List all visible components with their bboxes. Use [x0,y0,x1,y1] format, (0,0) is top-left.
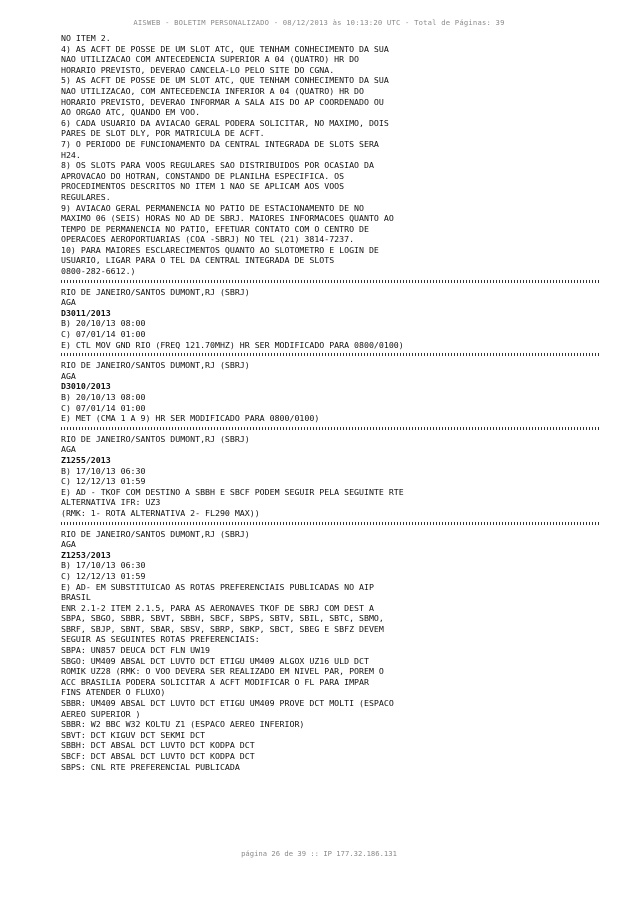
notam-id: Z1253/2013 [61,549,111,560]
notam-line: SEGUIR AS SEGUINTES ROTAS PREFERENCIAIS: [61,634,260,645]
text-line: 7) O PERIODO DE FUNCIONAMENTO DA CENTRAL INTEGRADA DE SLOTS SERA [61,138,379,149]
notam-line: SBPS: CNL RTE PREFERENCIAL PUBLICADA [61,761,240,772]
notam-line: B) 20/10/13 08:00 [61,318,146,329]
text-line: 0800-282-6612.) [61,266,136,277]
notam-entry [61,287,601,351]
notam-line: SBPA, SBGO, SBBR, SBVT, SBBH, SBCF, SBPS, SBTV, SBIL, SBTC, SBMO, [61,613,384,624]
page-header: AISWEB - BOLETIM PERSONALIZADO - 08/12/2013 às 10:13:20 UTC - Total de Páginas: 39 [133,18,505,27]
separator-line [61,425,601,432]
notam-line: BRASIL [61,592,91,603]
notam-entry [61,360,601,424]
notam-line: C) 12/12/13 01:59 [61,476,146,487]
text-line: 6) CADA USUARIO DA AVIACAO GERAL PODERA SOLICITAR, NO MAXIMO, DOIS [61,117,389,128]
notam-id: Z1255/2013 [61,454,111,465]
notam-line: SBBR: UM409 ABSAL DCT LUVTO DCT ETIGU UM409 PROVE DCT MOLTI (ESPACO [61,698,394,709]
text-line: OPERACOES AEROPORTUARIAS (COA -SBRJ) NO TEL (21) 3814-7237. [61,234,355,245]
text-line: 5) AS ACFT DE POSSE DE UM SLOT ATC, QUE TENHAM CONHECIMENTO DA SUA [61,75,389,86]
notam-line: SBVT: DCT KIGUV DCT SEKMI DCT [61,729,206,740]
notam-line: B) 17/10/13 06:30 [61,560,146,571]
notam-line: B) 20/10/13 08:00 [61,392,146,402]
notam-line: AEREO SUPERIOR ) [61,708,141,719]
notam-line: SBPA: UN857 DEUCA DCT FLN UW19 [61,645,211,656]
text-line: TEMPO DE PERMANENCIA NO PATIO, EFETUAR CONTATO COM O CENTRO DE [61,223,369,234]
notam-line: E) CTL MOV GND RIO (FREQ 121.70MHZ) HR SER MODIFICADO PARA 0800/0100) [61,339,404,350]
text-line: 9) AVIACAO GERAL PERMANENCIA NO PATIO DE ESTACIONAMENTO DE NO [61,202,364,213]
text-line: USUARIO, LIGAR PARA O TEL DA CENTRAL INTEGRADA DE SLOTS [61,255,335,266]
notam-location: RIO DE JANEIRO/SANTOS DUMONT,RJ (SBRJ) [61,433,250,444]
notam-location: RIO DE JANEIRO/SANTOS DUMONT,RJ (SBRJ) [61,286,250,297]
page-footer: página 26 de 39 :: IP 177.32.186.131 [241,849,397,858]
notam-category: AGA [61,297,76,308]
notam-category: AGA [61,444,76,455]
notam-line: E) AD - TKOF COM DESTINO A SBBH E SBCF PODEM SEGUIR PELA SEGUINTE RTE [61,486,404,497]
notam-line: E) AD- EM SUBSTITUICAO AS ROTAS PREFERENCIAIS PUBLICADAS NO AIP [61,581,374,592]
text-line: MAXIMO 06 (SEIS) HORAS NO AD DE SBRJ. MAIORES INFORMACOES QUANTO AO [61,213,394,224]
notam-line: C) 07/01/14 01:00 [61,329,146,340]
notam-line: SBBH: DCT ABSAL DCT LUVTO DCT KODPA DCT [61,740,255,751]
notam-line: (RMK: 1- ROTA ALTERNATIVA 2- FL290 MAX)) [61,507,260,518]
notam-line: SBGO: UM409 ABSAL DCT LUVTO DCT ETIGU UM409 ALGOX UZ16 ULD DCT [61,655,369,666]
notam-entry [61,529,601,773]
notam-entry [61,434,601,519]
notam-line: FINS ATENDER O FLUXO) [61,687,166,698]
text-line: HORARIO PREVISTO, DEVERAO INFORMAR A SALA AIS DO AP COORDENADO OU [61,96,384,107]
notam-line: ACC BRASILIA PODERA SOLICITAR A ACFT MODIFICAR O FL PARA IMPAR [61,676,369,687]
separator-line [61,278,601,285]
notam-line: ROMIK UZ28 (RMK: O VOO DEVERA SER REALIZADO EM NIVEL PAR, POREM O [61,666,384,677]
text-line: NO ITEM 2. [61,33,111,43]
text-line: 8) OS SLOTS PARA VOOS REGULARES SAO DISTRIBUIDOS POR OCASIAO DA [61,160,374,171]
text-line: PARES DE SLOT DLY, POR MATRICULA DE ACFT. [61,128,265,139]
text-line: NAO UTILIZACAO COM ANTECEDENCIA SUPERIOR A 04 (QUATRO) HR DO [61,54,360,65]
text-line: AO ORGAO ATC, QUANDO EM VOO. [61,107,201,118]
notam-line: E) MET (CMA 1 A 9) HR SER MODIFICADO PARA 0800/0100) [61,413,320,424]
bulletin-content [61,33,601,772]
notam-line: SBBR: W2 BBC W32 KOLTU Z1 (ESPACO AEREO INFERIOR) [61,719,305,730]
notam-line: SBCF: DCT ABSAL DCT LUVTO DCT KODPA DCT [61,751,255,761]
text-line: 10) PARA MAIORES ESCLARECIMENTOS QUANTO AO SLOTOMETRO E LOGIN DE [61,244,379,255]
separator-line [61,351,601,358]
notam-line: C) 12/12/13 01:59 [61,570,146,581]
notam-category: AGA [61,370,76,381]
notam-category: AGA [61,539,76,550]
notam-line: B) 17/10/13 06:30 [61,465,146,476]
text-line: REGULARES. [61,191,111,202]
notam-line: ALTERNATIVA IFR: UZ3 [61,497,161,508]
notam-id: D3010/2013 [61,381,111,392]
notam-id: D3011/2013 [61,307,111,318]
text-line: H24. [61,149,81,160]
notam-location: RIO DE JANEIRO/SANTOS DUMONT,RJ (SBRJ) [61,360,250,371]
separator-line [61,520,601,527]
text-line: 4) AS ACFT DE POSSE DE UM SLOT ATC, QUE TENHAM CONHECIMENTO DA SUA [61,43,389,54]
notam-line: SBRF, SBJP, SBNT, SBAR, SBSV, SBRP, SBKP, SBCT, SBEG E SBFZ DEVEM [61,623,384,634]
text-line: APROVACAO DO HOTRAN, CONSTANDO DE PLANILHA ESPECIFICA. OS [61,170,345,181]
notam-location: RIO DE JANEIRO/SANTOS DUMONT,RJ (SBRJ) [61,528,250,539]
text-line: NAO UTILIZACAO, COM ANTECEDENCIA INFERIOR A 04 (QUATRO) HR DO [61,85,364,96]
text-line: HORARIO PREVISTO, DEVERAO CANCELA-LO PELO SITE DO CGNA. [61,64,335,75]
text-line: PROCEDIMENTOS DESCRITOS NO ITEM 1 NAO SE APLICAM AOS VOOS [61,181,345,192]
notam-line: C) 07/01/14 01:00 [61,402,146,413]
notam-line: ENR 2.1-2 ITEM 2.1.5, PARA AS AERONAVES TKOF DE SBRJ COM DEST A [61,602,374,613]
